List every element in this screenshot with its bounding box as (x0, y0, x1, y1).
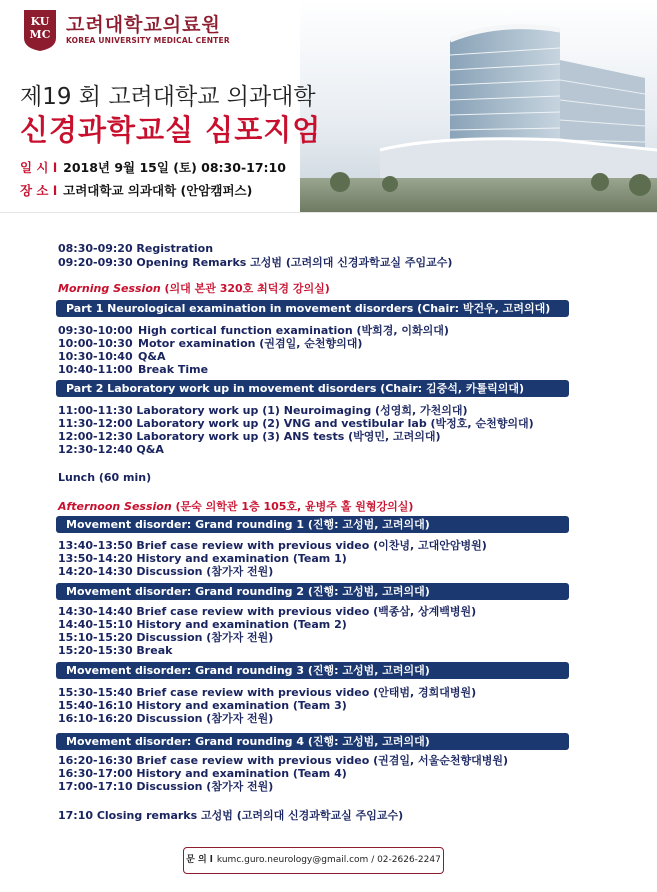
place-label: 장 소 l (20, 183, 58, 198)
contact-box (183, 847, 444, 874)
program-item (58, 350, 165, 363)
program-item: 15:20-15:30 Break (58, 644, 173, 657)
org-name-korean: 고려대학교의료원 (66, 14, 221, 36)
program-item: 11:30-12:00 Laboratory work up (2) VNG and vestibular lab (박정호, 순천향의대) (58, 417, 534, 430)
org-name-english: KOREA UNIVERSITY MEDICAL CENTER (66, 36, 230, 45)
lunch-item: Lunch (60 min) (58, 471, 152, 484)
program-item: 08:30-09:20 Registration (58, 242, 214, 255)
program-item: 16:30-17:00 History and examination (Team 4) (58, 767, 347, 780)
header (0, 0, 657, 212)
grand-round-1-bar: Movement disorder: Grand rounding 1 (진행: 고성범, 고려의대) (56, 516, 569, 533)
svg-text:MC: MC (29, 28, 51, 41)
program-item: 14:20-14:30 Discussion (참가자 전원) (58, 565, 274, 578)
page-title-line2: 신경과학교실 심포지엄 (20, 113, 322, 147)
morning-session-heading (58, 280, 330, 296)
page-title-line1: 제19 회 고려대학교 의과대학 (20, 84, 316, 110)
grand-round-3-bar: Movement disorder: Grand rounding 3 (진행: 고성범, 고려의대) (56, 662, 569, 679)
afternoon-session-heading (58, 498, 413, 514)
program-item: 12:30-12:40 Q&A (58, 443, 164, 456)
item-time: 10:30-10:40 (58, 350, 133, 363)
item-desc: Motor examination (권겸일, 순천향의대) (138, 337, 363, 350)
program-item (58, 363, 208, 376)
contact-value[interactable]: kumc.guro.neurology@gmail.com / 02-2626-2247 (216, 855, 441, 865)
program-item: 14:30-14:40 Brief case review with previous video (백종삼, 상계백병원) (58, 605, 477, 618)
event-date (20, 158, 286, 176)
program-item: 15:10-15:20 Discussion (참가자 전원) (58, 631, 274, 644)
program-item (58, 337, 362, 350)
program-item: 14:40-15:10 History and examination (Team 2) (58, 618, 347, 631)
item-time: 10:40-11:00 (58, 363, 133, 376)
item-desc: High cortical function examination (박희경, 이화의대) (138, 324, 449, 337)
svg-text:KU: KU (30, 15, 50, 28)
event-place (20, 181, 252, 199)
session-label: Morning Session (58, 282, 161, 295)
program-item: 16:20-16:30 Brief case review with previous video (권겸일, 서울순천향대병원) (58, 754, 509, 767)
grand-round-2-bar: Movement disorder: Grand rounding 2 (진행: 고성범, 고려의대) (56, 583, 569, 600)
program-item: 15:40-16:10 History and examination (Team 3) (58, 699, 347, 712)
closing-remarks: 17:10 Closing remarks 고성범 (고려의대 신경과학교실 주임교수) (58, 809, 404, 822)
item-desc: Break Time (138, 363, 209, 376)
contact-label: 문 의 l (186, 855, 213, 865)
hospital-building-image (300, 0, 657, 212)
item-desc: Q&A (138, 350, 166, 363)
program-item: 11:00-11:30 Laboratory work up (1) Neuroimaging (성영희, 가천의대) (58, 404, 468, 417)
item-time: 10:00-10:30 (58, 337, 133, 350)
program-item: 09:20-09:30 Opening Remarks 고성범 (고려의대 신경과학교실 주임교수) (58, 256, 453, 269)
header-divider (0, 212, 657, 213)
part2-header-bar: Part 2 Laboratory work up in movement disorders (Chair: 김중석, 카톨릭의대) (56, 380, 569, 397)
date-label: 일 시 l (20, 160, 58, 175)
program-item: 17:00-17:10 Discussion (참가자 전원) (58, 780, 274, 793)
program-item: 16:10-16:20 Discussion (참가자 전원) (58, 712, 274, 725)
date-value: 2018년 9월 15일 (토) 08:30-17:10 (63, 160, 286, 175)
program-item: 13:50-14:20 History and examination (Team 1) (58, 552, 347, 565)
item-time: 09:30-10:00 (58, 324, 133, 337)
part1-header-bar: Part 1 Neurological examination in movement disorders (Chair: 박건우, 고려의대) (56, 300, 569, 317)
program-item: 15:30-15:40 Brief case review with previous video (안태범, 경희대병원) (58, 686, 477, 699)
kumc-logo-icon (22, 8, 58, 52)
program-item (58, 324, 449, 337)
program-item: 13:40-13:50 Brief case review with previous video (이찬녕, 고대안암병원) (58, 539, 487, 552)
session-label: Afternoon Session (58, 500, 172, 513)
place-value: 고려대학교 의과대학 (안암캠퍼스) (63, 183, 253, 198)
session-location: (의대 본관 320호 최덕경 강의실) (160, 282, 330, 295)
program-item: 12:00-12:30 Laboratory work up (3) ANS tests (박영민, 고려의대) (58, 430, 441, 443)
grand-round-4-bar: Movement disorder: Grand rounding 4 (진행: 고성범, 고려의대) (56, 733, 569, 750)
session-location: (문숙 의학관 1층 105호, 윤병주 홀 원형강의실) (171, 500, 414, 513)
